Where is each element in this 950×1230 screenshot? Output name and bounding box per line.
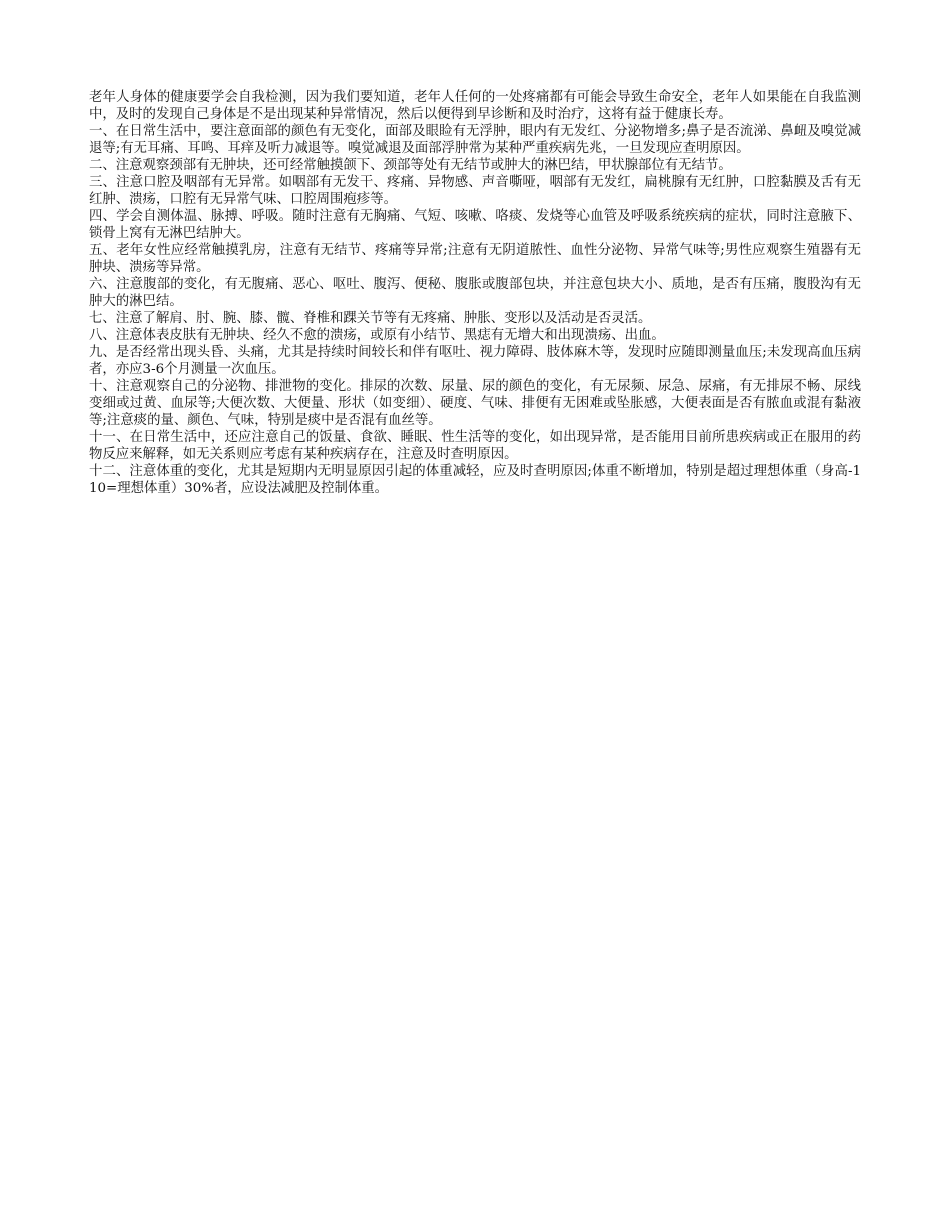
item-11-paragraph: 十一、在日常生活中，还应注意自己的饭量、食欲、睡眠、性生活等的变化，如出现异常，是否能用目前所患疾病或正在服用的药物反应来解释，如无关系则应考虑有某种疾病存在，注意及时查明原因。 <box>89 430 861 462</box>
intro-paragraph: 老年人身体的健康要学会自我检测，因为我们要知道，老年人任何的一处疼痛都有可能会导致生命安全，老年人如果能在自我监测中，及时的发现自己身体是不是出现某种异常情况，然后以便得到早诊断和及时治疗，这将有益于健康长寿。 <box>89 90 861 122</box>
item-1-paragraph: 一、在日常生活中，要注意面部的颜色有无变化，面部及眼睑有无浮肿，眼内有无发红、分泌物增多;鼻子是否流涕、鼻衄及嗅觉减退等;有无耳痛、耳鸣、耳痒及听力减退等。嗅觉减退及面部浮肿常为某种严重疾病先兆，一旦发现应查明原因。 <box>89 124 861 156</box>
item-8-paragraph: 八、注意体表皮肤有无肿块、经久不愈的溃疡，或原有小结节、黑痣有无增大和出现溃疡、出血。 <box>89 328 665 343</box>
item-10-paragraph: 十、注意观察自己的分泌物、排泄物的变化。排尿的次数、尿量、尿的颜色的变化，有无尿频、尿急、尿痛，有无排尿不畅、尿线变细或过黄、血尿等;大便次数、大便量、形状（如变细）、硬度、气味、排便有无困难或坠胀感，大便表面是否有脓血或混有黏液等;注意痰的量、颜色、气味，特别是痰中是否混有血丝等。 <box>89 379 861 428</box>
item-4-paragraph: 四、学会自测体温、脉搏、呼吸。随时注意有无胸痛、气短、咳嗽、咯痰、发烧等心血管及呼吸系统疾病的症状，同时注意腋下、锁骨上窝有无淋巴结肿大。 <box>89 209 861 241</box>
item-2-paragraph: 二、注意观察颈部有无肿块，还可经常触摸颌下、颈部等处有无结节或肿大的淋巴结，甲状腺部位有无结节。 <box>89 158 732 173</box>
document-body <box>89 89 861 497</box>
item-9-paragraph: 九、是否经常出现头昏、头痛，尤其是持续时间较长和伴有呕吐、视力障碍、肢体麻木等，发现时应随即测量血压;未发现高血压病者，亦应3-6个月测量一次血压。 <box>89 345 861 377</box>
item-5-paragraph: 五、老年女性应经常触摸乳房，注意有无结节、疼痛等异常;注意有无阴道脓性、血性分泌物、异常气味等;男性应观察生殖器有无肿块、溃疡等异常。 <box>89 243 861 275</box>
item-12-paragraph: 十二、注意体重的变化，尤其是短期内无明显原因引起的体重减轻，应及时查明原因;体重不断增加，特别是超过理想体重（身高-110=理想体重）30%者，应设法减肥及控制体重。 <box>89 464 861 496</box>
item-7-paragraph: 七、注意了解肩、肘、腕、膝、髋、脊椎和踝关节等有无疼痛、肿胀、变形以及活动是否灵活。 <box>89 311 652 326</box>
item-6-paragraph: 六、注意腹部的变化，有无腹痛、恶心、呕吐、腹泻、便秘、腹胀或腹部包块，并注意包块大小、质地，是否有压痛，腹股沟有无肿大的淋巴结。 <box>89 277 861 309</box>
item-3-paragraph: 三、注意口腔及咽部有无异常。如咽部有无发干、疼痛、异物感、声音嘶哑，咽部有无发红，扁桃腺有无红肿，口腔黏膜及舌有无红肿、溃疡，口腔有无异常气味、口腔周围疱疹等。 <box>89 175 861 207</box>
